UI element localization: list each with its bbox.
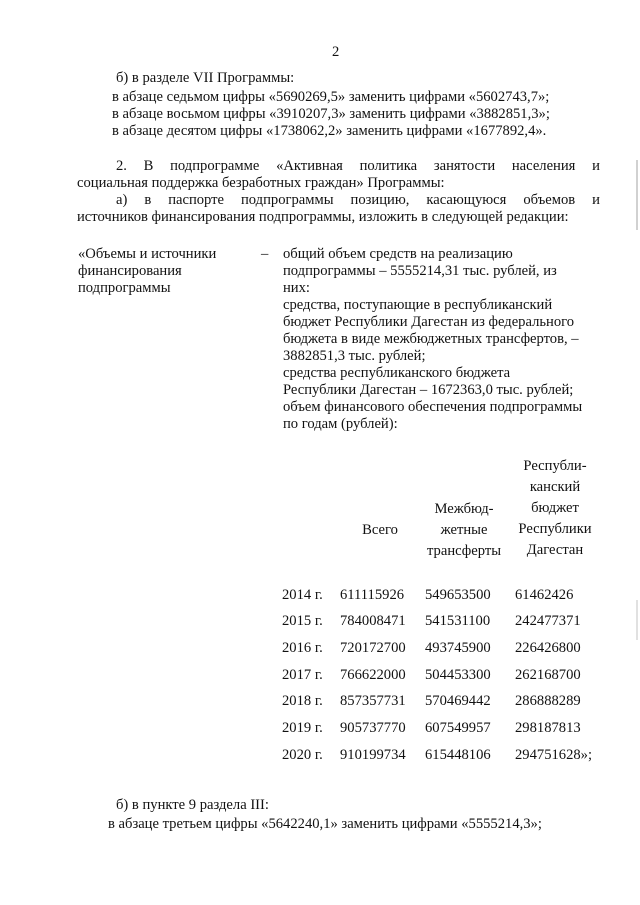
table-cell-year: 2017 г. — [282, 667, 323, 683]
table-header-total: Всего — [362, 522, 398, 538]
passport-label-line: финансирования — [78, 263, 182, 279]
item2-word: а) — [116, 192, 128, 208]
table-cell-total: 766622000 — [340, 667, 406, 683]
table-cell-year: 2019 г. — [282, 720, 323, 736]
item2-word: занятости — [433, 158, 496, 174]
table-cell-year: 2020 г. — [282, 747, 323, 763]
table-cell-year: 2014 г. — [282, 587, 323, 603]
passport-value-line: средства республиканского бюджета — [283, 365, 511, 381]
table-header-republic-line: Дагестан — [526, 542, 584, 558]
item2-word: и — [592, 192, 600, 208]
section-b-heading: б) в разделе VII Программы: — [116, 70, 295, 86]
passport-value-line: средства, поступающие в республиканский — [283, 297, 553, 313]
item2-word: подпрограмме — [170, 158, 260, 174]
table-cell-total: 784008471 — [340, 613, 406, 629]
section-b2-line: в абзаце третьем цифры «5642240,1» заменить цифрами «5555214,3»; — [108, 816, 542, 832]
table-cell-year: 2015 г. — [282, 613, 323, 629]
table-header-transfers — [418, 499, 510, 562]
passport-value-line: объем финансового обеспечения подпрограммы — [283, 399, 583, 415]
table-cell-republic: 226426800 — [515, 640, 581, 656]
passport-value-line: подпрограммы – 5555214,31 тыс. рублей, из — [283, 263, 557, 279]
table-cell-total: 720172700 — [340, 640, 406, 656]
passport-value-line: Республики Дагестан – 1672363,0 тыс. рублей; — [283, 382, 574, 398]
table-cell-transfers: 541531100 — [425, 613, 491, 629]
item2-word: населения — [511, 158, 576, 174]
table-cell-republic: 262168700 — [515, 667, 581, 683]
item2-line-2: социальная поддержка безработных граждан» Программы: — [77, 175, 445, 191]
passport-value-line: по годам (рублей): — [283, 416, 398, 432]
passport-value-line: общий объем средств на реализацию — [283, 246, 513, 262]
scan-artifact — [636, 160, 638, 230]
table-cell-year: 2018 г. — [282, 693, 323, 709]
page-number: 2 — [332, 44, 340, 60]
passport-value-line: бюджет Республики Дагестан из федерального — [283, 314, 575, 330]
table-cell-total: 905737770 — [340, 720, 406, 736]
passport-label-line: «Объемы и источники — [78, 246, 217, 262]
passport-label-line: подпрограммы — [78, 280, 171, 296]
table-cell-transfers: 570469442 — [425, 693, 491, 709]
table-cell-republic: 298187813 — [515, 720, 581, 736]
item2-word: паспорте — [168, 192, 225, 208]
section-b2-heading: б) в пункте 9 раздела III: — [116, 797, 269, 813]
item2-word: В — [143, 158, 154, 174]
item2-word: объемов — [523, 192, 576, 208]
item2-line-4: источников финансирования подпрограммы, изложить в следующей редакции: — [77, 209, 569, 225]
passport-value-line: 3882851,3 тыс. рублей; — [283, 348, 426, 364]
table-cell-transfers: 493745900 — [425, 640, 491, 656]
passport-value-line: них: — [283, 280, 310, 296]
table-header-transfers-line: Межбюд- — [434, 501, 494, 517]
table-header-republic-line: бюджет — [531, 500, 579, 516]
table-header-republic — [510, 456, 600, 561]
table-cell-transfers: 549653500 — [425, 587, 491, 603]
table-header-republic-line: Республики — [518, 521, 592, 537]
table-cell-total: 910199734 — [340, 747, 406, 763]
table-cell-transfers: 504453300 — [425, 667, 491, 683]
table-cell-total: 857357731 — [340, 693, 406, 709]
item2-line-1 — [116, 158, 600, 175]
table-cell-year: 2016 г. — [282, 640, 323, 656]
item2-word: политика — [359, 158, 418, 174]
table-cell-republic: 242477371 — [515, 613, 581, 629]
table-cell-republic: 286888289 — [515, 693, 581, 709]
table-cell-republic: 294751628»; — [515, 747, 593, 763]
item2-line-3 — [116, 192, 600, 209]
table-cell-republic: 61462426 — [515, 587, 574, 603]
table-header-transfers-line: жетные — [440, 522, 488, 538]
table-cell-total: 611115926 — [340, 587, 405, 603]
section-b-line-3: в абзаце десятом цифры «1738062,2» заменить цифрами «1677892,4». — [112, 123, 547, 139]
item2-word: и — [592, 158, 600, 174]
table-cell-transfers: 615448106 — [425, 747, 491, 763]
table-header-transfers-line: трансферты — [426, 543, 502, 559]
passport-value-line: бюджета в виде межбюджетных трансфертов, – — [283, 331, 579, 347]
table-header-republic-line: канский — [529, 479, 581, 495]
item2-word: в — [144, 192, 152, 208]
table-cell-transfers: 607549957 — [425, 720, 491, 736]
item2-word: позицию, — [350, 192, 410, 208]
passport-value — [283, 246, 582, 433]
item2-word: касающуюся — [426, 192, 507, 208]
section-b-line-2: в абзаце восьмом цифры «3910207,3» заменить цифрами «3882851,3»; — [112, 106, 550, 122]
table-header-republic-line: Республи- — [523, 458, 587, 474]
item2-word: подпрограммы — [241, 192, 334, 208]
scan-artifact — [636, 600, 638, 640]
passport-label — [78, 246, 248, 297]
item2-word: «Активная — [276, 158, 343, 174]
item2-word: 2. — [116, 158, 127, 174]
section-b-line-1: в абзаце седьмом цифры «5690269,5» заменить цифрами «5602743,7»; — [112, 89, 550, 105]
passport-dash: – — [261, 246, 269, 262]
